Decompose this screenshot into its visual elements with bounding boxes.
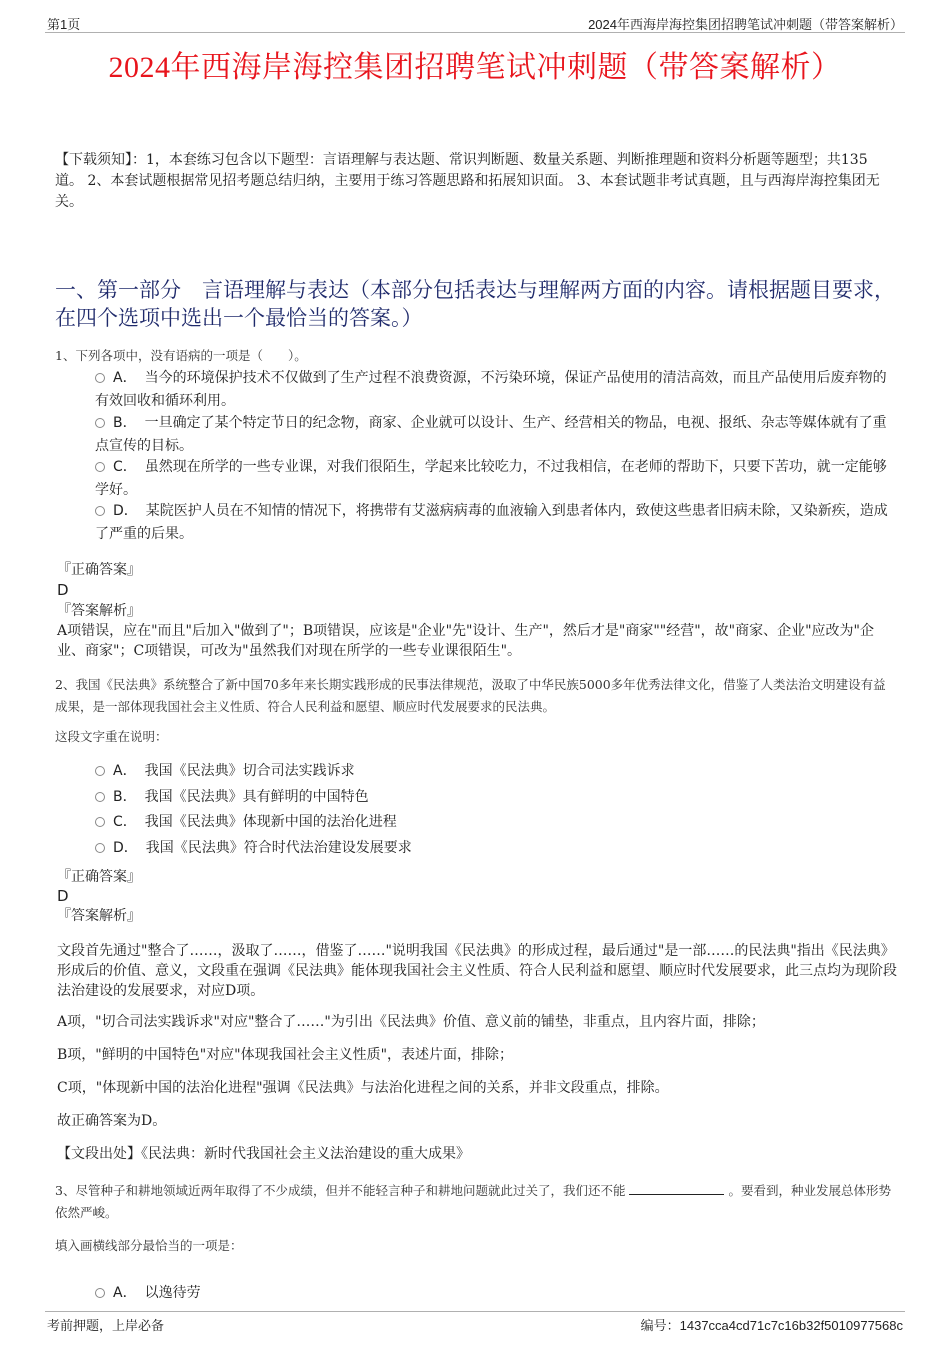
question-2-answer: D [57,887,69,905]
question-2-prompt: 这段文字重在说明： [55,729,168,744]
radio-icon[interactable] [95,373,105,383]
question-2-option-a[interactable]: A． 我国《民法典》切合司法实践诉求 [95,760,895,783]
question-2-option-c[interactable]: C． 我国《民法典》体现新中国的法治化进程 [95,811,895,834]
question-1-option-c[interactable]: C． 虽然现在所学的一些专业课，对我们很陌生，学起来比较吃力，不过我相信，在老师的帮助下，只要下苦功，就一定能够学好。 [95,459,887,498]
question-3-prompt: 填入画横线部分最恰当的一项是： [55,1238,243,1253]
question-2-answer-label: 『正确答案』 [57,869,141,885]
question-2-stem: 2、我国《民法典》系统整合了新中国70多年来长期实践形成的民事法律规范，汲取了中华民族5000多年优秀法律文化，借鉴了人类法治文明建设有益成果，是一部体现我国社会主义性质、符合人民利益和愿望、顺应时代发展要求的民法典。 [55,677,886,714]
footer-slogan: 考前押题，上岸必备 [47,1318,165,1333]
download-notice: 【下载须知】：1，本套练习包含以下题型：言语理解与表达题、常识判断题、数量关系题、判断推理题和资料分析题等题型；共135道。 2、本套试题根据常见招考题总结归纳，主要用于练习答题思路和拓展知识面。 3、本套试题非考试真题，且与西海岸海控集团无关。 [55,152,880,210]
question-2-analysis-label: 『答案解析』 [57,908,141,924]
question-2-analysis-paragraph: 文段首先通过"整合了……，汲取了……，借鉴了……"说明我国《民法典》的形成过程，最后通过"是一部……的民法典"指出《民法典》形成后的价值、意义，文段重在强调《民法典》能体现我国社会主义性质、符合人民利益和愿望、顺应时代发展要求，此三点均为现阶段法治建设的发展要求，对应D项。 [57,943,897,999]
question-1-analysis-label: 『答案解析』 [57,603,141,619]
question-1-option-d[interactable]: D． 某院医护人员在不知情的情况下，将携带有艾滋病病毒的血液输入到患者体内，致使这些患者旧病未除，又染新疾，造成了严重的后果。 [95,503,888,542]
question-2-source: 【文段出处】《民法典：新时代我国社会主义法治建设的重大成果》 [57,1146,470,1162]
question-1-option-a[interactable]: A． 当今的环境保护技术不仅做到了生产过程不浪费资源，不污染环境，保证产品使用的清洁高效，而且产品使用后废弃物的有效回收和循环利用。 [95,370,887,409]
radio-icon[interactable] [95,506,105,516]
question-2-analysis-paragraph: C项，"体现新中国的法治化进程"强调《民法典》与法治化进程之间的关系，并非文段重点，排除。 [57,1080,669,1096]
radio-icon[interactable] [95,418,105,428]
question-3-stem: 3、尽管种子和耕地领域近两年取得了不少成绩，但并不能轻言种子和耕地问题就此过关了，我们还不能 。要看到，种业发展总体形势依然严峻。 [55,1183,891,1220]
question-2-option-d[interactable]: D． 我国《民法典》符合时代法治建设发展要求 [95,837,895,860]
question-1-answer-label: 『正确答案』 [57,562,141,578]
question-2-option-b[interactable]: B． 我国《民法典》具有鲜明的中国特色 [95,786,895,809]
radio-icon[interactable] [95,1288,105,1298]
fill-in-blank [629,1182,724,1195]
page-number: 第1页 [47,17,81,32]
document-title: 2024年西海岸海控集团招聘笔试冲刺题（带答案解析） [108,51,842,84]
question-2-conclusion: 故正确答案为D。 [57,1113,167,1129]
header-doc-name: 2024年西海岸海控集团招聘笔试冲刺题（带答案解析） [588,17,903,32]
question-1-analysis: A项错误，应在"而且"后加入"做到了"；B项错误，应该是"企业"先"设计、生产"，然后才是"商家""经营"，故"商家、企业"应改为"企业、商家"；C项错误，可改为"虽然我们对现在所学的一些专业课很陌生"。 [57,623,874,659]
question-2-analysis-paragraph: B项，"鲜明的中国特色"对应"体现我国社会主义性质"，表述片面，排除； [57,1047,514,1063]
radio-icon[interactable] [95,462,105,472]
radio-icon[interactable] [95,843,105,853]
question-2-analysis-paragraph: A项，"切合司法实践诉求"对应"整合了……"为引出《民法典》价值、意义前的铺垫，非重点，且内容片面，排除； [57,1014,765,1030]
page-footer [45,1311,905,1334]
footer-serial: 编号：1437cca4cd71c7c16b32f5010977568c [640,1318,903,1333]
radio-icon[interactable] [95,817,105,827]
radio-icon[interactable] [95,766,105,776]
radio-icon[interactable] [95,792,105,802]
section-heading: 一、第一部分 言语理解与表达（本部分包括表达与理解两方面的内容。请根据题目要求，在四个选项中选出一个最恰当的答案。） [55,278,895,330]
question-3-option-a[interactable]: A． 以逸待劳 [95,1282,895,1305]
question-1-option-b[interactable]: B． 一旦确定了某个特定节日的纪念物，商家、企业就可以设计、生产、经营相关的物品，电视、报纸、杂志等媒体就有了重点宣传的目标。 [95,415,887,454]
question-1-answer: D [57,581,69,599]
question-1-stem: 1、下列各项中，没有语病的一项是（ ）。 [55,348,307,363]
page-header [45,12,905,33]
